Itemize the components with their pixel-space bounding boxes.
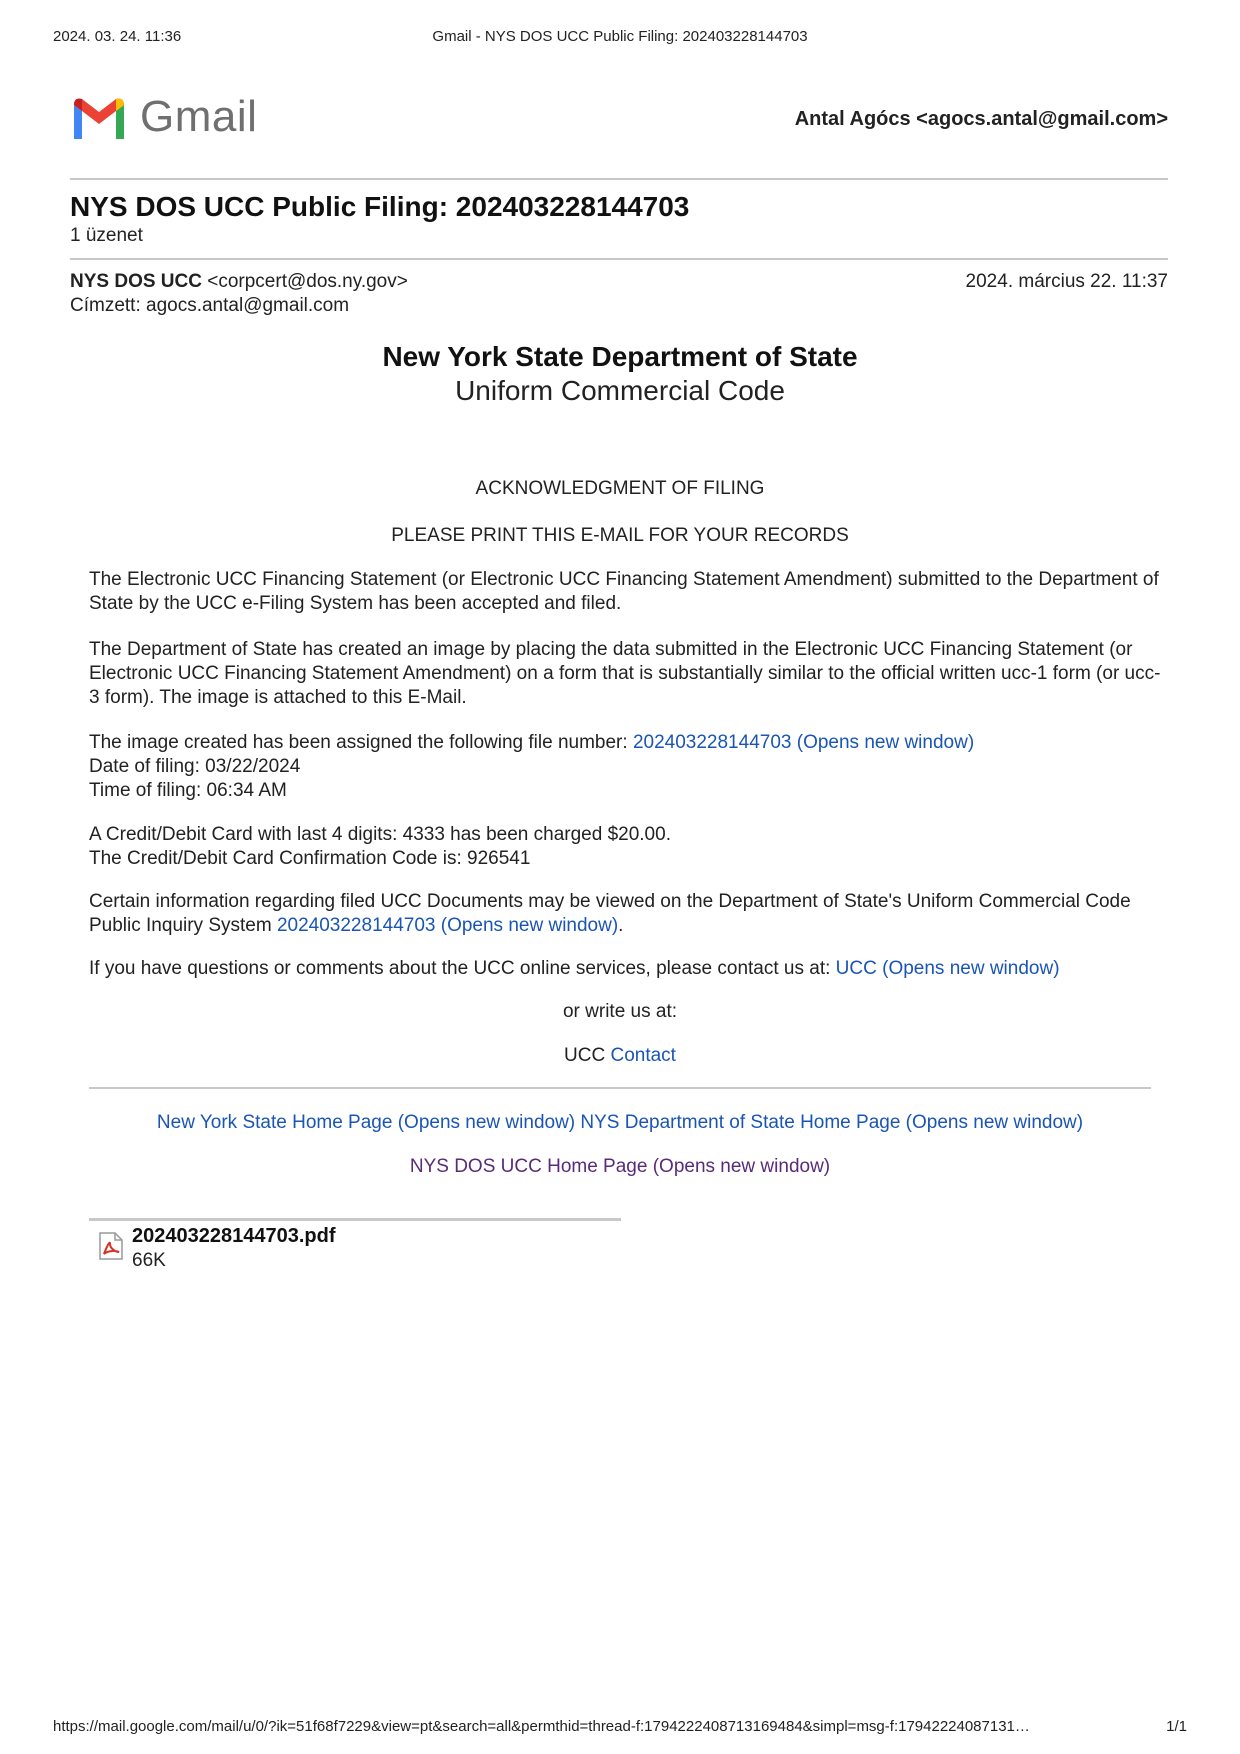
paragraph-inquiry (89, 890, 1164, 938)
divider (89, 1087, 1151, 1089)
ucc-home (70, 1155, 1170, 1179)
sender (70, 271, 408, 293)
org-subtitle: Uniform Commercial Code (455, 375, 785, 406)
contact-link[interactable]: Contact (610, 1045, 676, 1066)
gmail-m-icon (70, 95, 128, 139)
file-number-text: The image created has been assigned the following file number: (89, 732, 633, 753)
inquiry-link[interactable]: 202403228144703 (Opens new window) (276, 915, 619, 936)
sender-email: <corpcert@dos.ny.gov> (207, 271, 408, 292)
print-title: Gmail - NYS DOS UCC Public Filing: 202403228144703 (432, 28, 808, 45)
nys-dos-home-link[interactable]: NYS Department of State Home Page (Opens new window) (580, 1112, 1084, 1133)
org-name: New York State Department of State (382, 341, 858, 372)
page-number: 1/1 (1166, 1718, 1187, 1735)
attachment-name[interactable]: 202403228144703.pdf (132, 1225, 336, 1247)
message-date: 2024. március 22. 11:37 (965, 271, 1168, 292)
write-us: or write us at: (562, 1001, 678, 1022)
print-url: https://mail.google.com/mail/u/0/?ik=51f68f7229&view=pt&search=all&permthid=thread-f:1794222408713169484&simpl=msg-f:17942224087131… (53, 1718, 1030, 1735)
inquiry-text: Certain information regarding filed UCC Documents may be viewed on the Department of State's Uniform Commercial Code Public Inquiry System (89, 891, 1131, 936)
card-charge: A Credit/Debit Card with last 4 digits: 4333 has been charged $20.00. (89, 824, 671, 845)
paragraph-image: The Department of State has created an image by placing the data submitted in the Electronic UCC Financing Statement (or Electronic UCC Financing Statement Amendment) on a form that is substantially similar to the official written ucc-1 form (or ucc-3 form). The image is attached to this E-Mail. (89, 639, 1161, 708)
message-count: 1 üzenet (70, 225, 143, 246)
contact-text: If you have questions or comments about the UCC online services, please contact us at: (89, 958, 836, 979)
footer-links (70, 1111, 1170, 1135)
pdf-icon[interactable] (98, 1232, 124, 1260)
ucc-link[interactable]: UCC (Opens new window) (835, 958, 1060, 979)
attachment-divider (89, 1218, 621, 1221)
ack-title: ACKNOWLEDGMENT OF FILING (475, 478, 765, 499)
divider (70, 258, 1168, 260)
account-label: Antal Agócs <agocs.antal@gmail.com> (794, 108, 1168, 130)
recipient: Címzett: agocs.antal@gmail.com (70, 295, 350, 316)
paragraph-payment (89, 823, 1164, 871)
attachment-size: 66K (132, 1250, 166, 1271)
gmail-wordmark: Gmail (140, 92, 258, 141)
thread-subject: NYS DOS UCC Public Filing: 202403228144703 (70, 191, 690, 222)
time-of-filing: Time of filing: 06:34 AM (89, 780, 287, 801)
paragraph-contact (89, 957, 1164, 981)
divider (70, 178, 1168, 180)
sender-name: NYS DOS UCC (70, 271, 202, 292)
print-note: PLEASE PRINT THIS E-MAIL FOR YOUR RECORDS (391, 525, 849, 546)
nys-home-link[interactable]: New York State Home Page (Opens new window) (156, 1112, 576, 1133)
file-number-link[interactable]: 202403228144703 (Opens new window) (632, 732, 975, 753)
ucc-home-link[interactable]: NYS DOS UCC Home Page (Opens new window) (409, 1156, 831, 1177)
paragraph-file-number (89, 731, 1164, 803)
inquiry-suffix: . (618, 915, 624, 936)
ucc-label: UCC (564, 1045, 611, 1066)
date-of-filing: Date of filing: 03/22/2024 (89, 756, 301, 777)
paragraph-accepted: The Electronic UCC Financing Statement (or Electronic UCC Financing Statement Amendment) submitted to the Department of State by the UCC e-Filing System has been accepted and filed. (89, 569, 1159, 614)
card-confirmation: The Credit/Debit Card Confirmation Code is: 926541 (89, 848, 531, 869)
print-datetime: 2024. 03. 24. 11:36 (53, 28, 182, 45)
gmail-logo[interactable] (70, 92, 257, 142)
ucc-contact (70, 1044, 1170, 1068)
